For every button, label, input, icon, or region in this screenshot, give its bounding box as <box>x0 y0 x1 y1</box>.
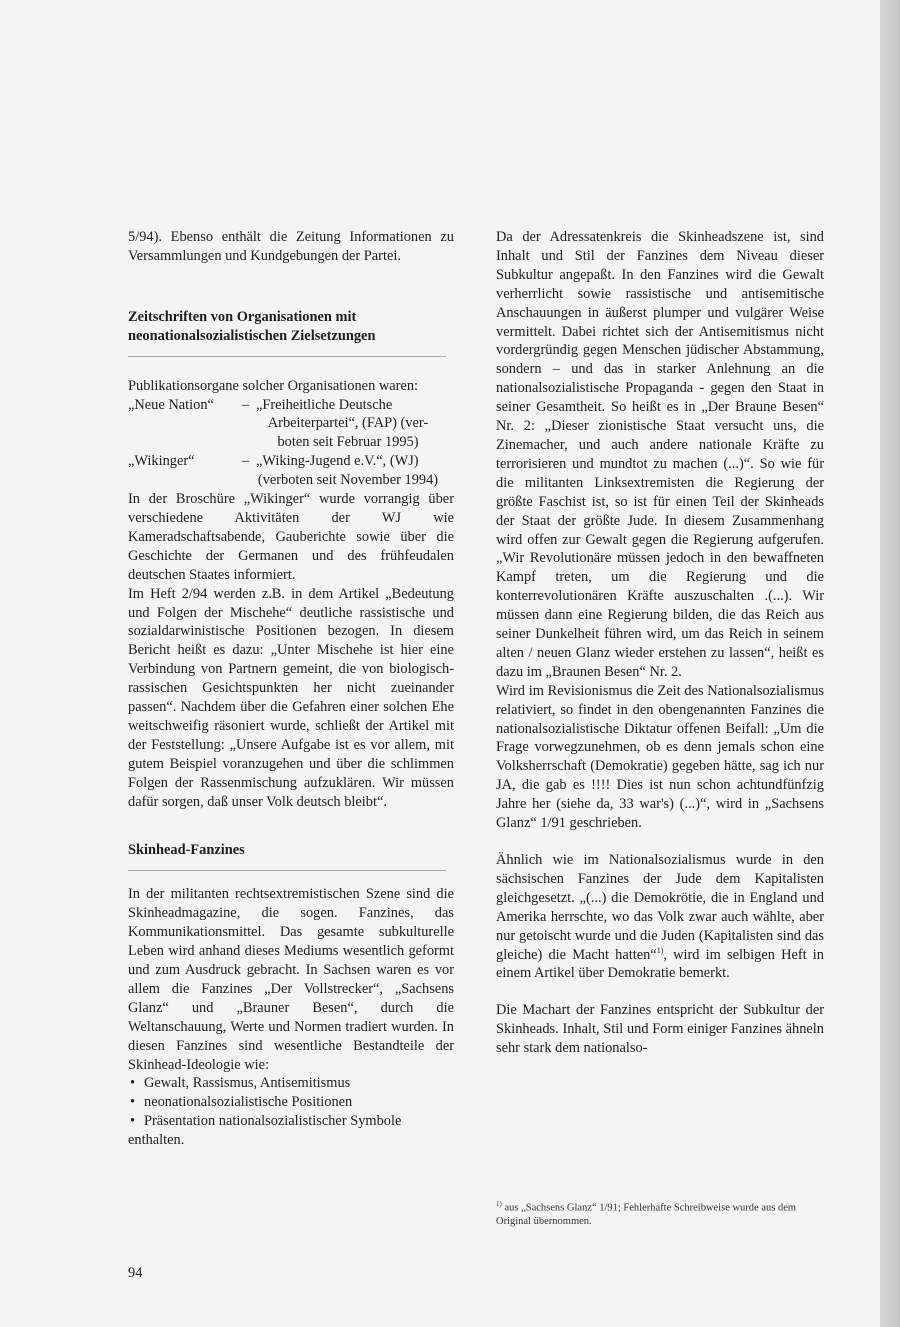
org-list <box>128 396 454 491</box>
list-item <box>128 1112 454 1131</box>
org-description-line: (verboten seit November 1994) <box>257 472 439 489</box>
ideology-list <box>128 1074 454 1131</box>
intro-paragraph: 5/94). Ebenso enthält die Zeitung Informationen zu Versammlungen und Kundgebungen der Partei. <box>128 229 454 264</box>
org-description-line: boten seit Februar 1995) <box>277 434 419 451</box>
org-description-line: Arbeiterpartei“, (FAP) (ver- <box>267 415 429 432</box>
broschuere-paragraph: In der Broschüre „Wikinger“ wurde vorrangig über verschiedene Aktivitäten der WJ wie Kameradschaftsabende, Gauberichte sowie über die Geschichte der Germanen und des frühfeudalen deutschen Staates informiert. <box>128 491 454 583</box>
heft-paragraph: Im Heft 2/94 werden z.B. in dem Artikel „Bedeutung und Folgen der Mischehe“ deutliche rassistische und sozialdarwinistische Positionen bezogen. In diesem Bericht heißt es dazu: „Unter Mischehe ist hier eine Verbindung von Partnern gemeint, die von biologisch-rassischen Gesichtspunkten her nicht zueinander passen“. Nachdem über die Gefahren einer solchen Ehe weitschweifig räsoniert wurde, schließt der Artikel mit der Feststellung: „Unsere Aufgabe ist es vor allem, mit gutem Beispiel voranzugehen und über die schlimmen Folgen der Rassenmischung aufzuklären. Wir müssen dafür sorgen, daß unser Volk deutsch bleibt“. <box>128 585 454 810</box>
revisionismus-paragraph: Wird im Revisionismus die Zeit des Nationalsozialismus relativiert, so findet in den obengenannten Fanzines die nationalsozialistische Diktatur offenen Beifall: „Um die Frage vorwegzunehmen, ob es denn jemals schon eine Volksherrschaft (Demokratie) gegeben hätte, sag ich nur JA, die gab es !!!! Dies ist nun schon achtundfünfzig Jahre her (siehe da, 33 war's) (...)“, wird in „Sachsens Glanz“ 1/91 geschrieben. <box>496 682 824 832</box>
machart-paragraph: Die Machart der Fanzines entspricht der Subkultur der Skinheads. Inhalt, Stil und Form einiger Fanzines ähneln sehr stark dem nationalso- <box>496 1002 824 1057</box>
footnote-text: aus „Sachsens Glanz“ 1/91; Fehlerhafte Schreibweise wurde aus dem Original übernommen. <box>496 1202 797 1227</box>
list-item-text: neonationalsozialistische Positionen <box>144 1094 353 1111</box>
szene-paragraph: In der militanten rechtsextremistischen Szene sind die Skinheadmagazine, die sogen. Fanzines, das Kommunikationsmittel. Das gesamte subkulturelle Leben wird anhand dieses Mediums wesentlich geformt und zum Ausdruck gebracht. In Sachsen waren es vor allem die Fanzines „Der Vollstrecker“, „Sachsens Glanz“ und „Brauner Besen“, durch die Weltanschauung, Werte und Normen tradiert wurden. In diesen Fanzines sind wesentliche Bestandteile der Skinhead-Ideologie wie: <box>128 886 454 1073</box>
list-item-text: Präsentation nationalsozialistischer Symbole <box>144 1113 402 1130</box>
org-name: „Neue Nation“ <box>128 396 214 413</box>
publikationsorgane-intro: Publikationsorgane solcher Organisationen waren: <box>128 377 419 394</box>
page-number: 94 <box>128 1265 143 1281</box>
outro-text: enthalten. <box>128 1132 185 1149</box>
left-column <box>128 228 454 1150</box>
paragraph-text: Ähnlich wie im Nationalsozialismus wurde in den sächsischen Fanzines der Jude dem Kapitalisten gleichgesetzt. „(...) die Demokrötie, die in England und Amerika herrschte, wo das Volk zwar auch wählte, aber nur getoischt wurde und die Juden (Kapitalisten sind das gleiche) die Macht hatten“ <box>496 852 824 963</box>
section-heading-fanzines: Skinhead-Fanzines <box>128 842 245 859</box>
org-description: „Wiking-Jugend e.V.“, (WJ) <box>256 453 419 470</box>
right-column <box>496 228 824 1058</box>
org-name: „Wikinger“ <box>128 453 195 470</box>
heading-rule <box>128 356 446 357</box>
list-item <box>128 1093 454 1112</box>
section-heading-zeitschriften: Zeitschriften von Organisationen mit neonationalsozialistischen Zielsetzungen <box>128 308 376 344</box>
kapitalisten-paragraph <box>496 851 824 983</box>
org-entry <box>128 452 454 471</box>
heading-rule <box>128 870 446 871</box>
footnote <box>496 1198 824 1228</box>
footnote-reference: 1) <box>656 945 664 955</box>
footnote-marker: 1) <box>496 1200 502 1208</box>
org-entry <box>128 396 454 415</box>
org-dash: – <box>242 396 250 413</box>
paragraph-text: , wird im selbigen Heft in einem Artikel über Demokratie bemerkt. <box>496 946 824 982</box>
org-description: „Freiheitliche Deutsche <box>256 396 393 413</box>
bullet-glyph: • <box>130 1113 136 1130</box>
org-dash: – <box>242 453 250 470</box>
scan-right-edge <box>880 0 900 1327</box>
bullet-glyph: • <box>130 1094 136 1111</box>
adressatenkreis-paragraph: Da der Adressatenkreis die Skinheadszene ist, sind Inhalt und Stil der Fanzines dem Niveau dieser Subkultur angepaßt. In den Fanzines wird die Gewalt verherrlicht sowie rassistische und antisemitische Anschauungen in äußerst plumper und vulgärer Weise vermittelt. Dabei richtet sich der Antisemitismus nicht vordergründig gegen Menschen jüdischer Abstammung, sondern – und das in starker Anlehnung an die nationalsozialistische Propaganda - gegen den Staat in seiner Gesamtheit. So heißt es in „Der Braune Besen“ Nr. 2: „Dieser zionistische Staat versucht uns, die Zinemacher, und auch andere nationale Kräfte zu terrorisieren und mundtot zu machen (...)“. So wie für die militanten Linksextremisten die Regierung der größte Faschist ist, so ist für einen Teil der Skinheads der Staat der größte Jude. In diesem Zusammenhang wird offen zur Gewalt gegen die Regierung aufgerufen. „Wir Revolutionäre müssen jedoch in den bewaffneten Kampf treten, um die Regierung und die konterrevolutionären Kräfte auszuschalten .(...). Wir müssen dann eine Regierung bilden, die das Reich aus seiner Dunkelheit führen wird, um das Reich in seinem alten / neuen Glanz wieder erstehen zu lassen“, heißt es dazu im „Braunen Besen“ Nr. 2. <box>496 229 824 680</box>
bullet-glyph: • <box>130 1075 136 1092</box>
list-item <box>128 1074 454 1093</box>
list-item-text: Gewalt, Rassismus, Antisemitismus <box>144 1075 351 1092</box>
